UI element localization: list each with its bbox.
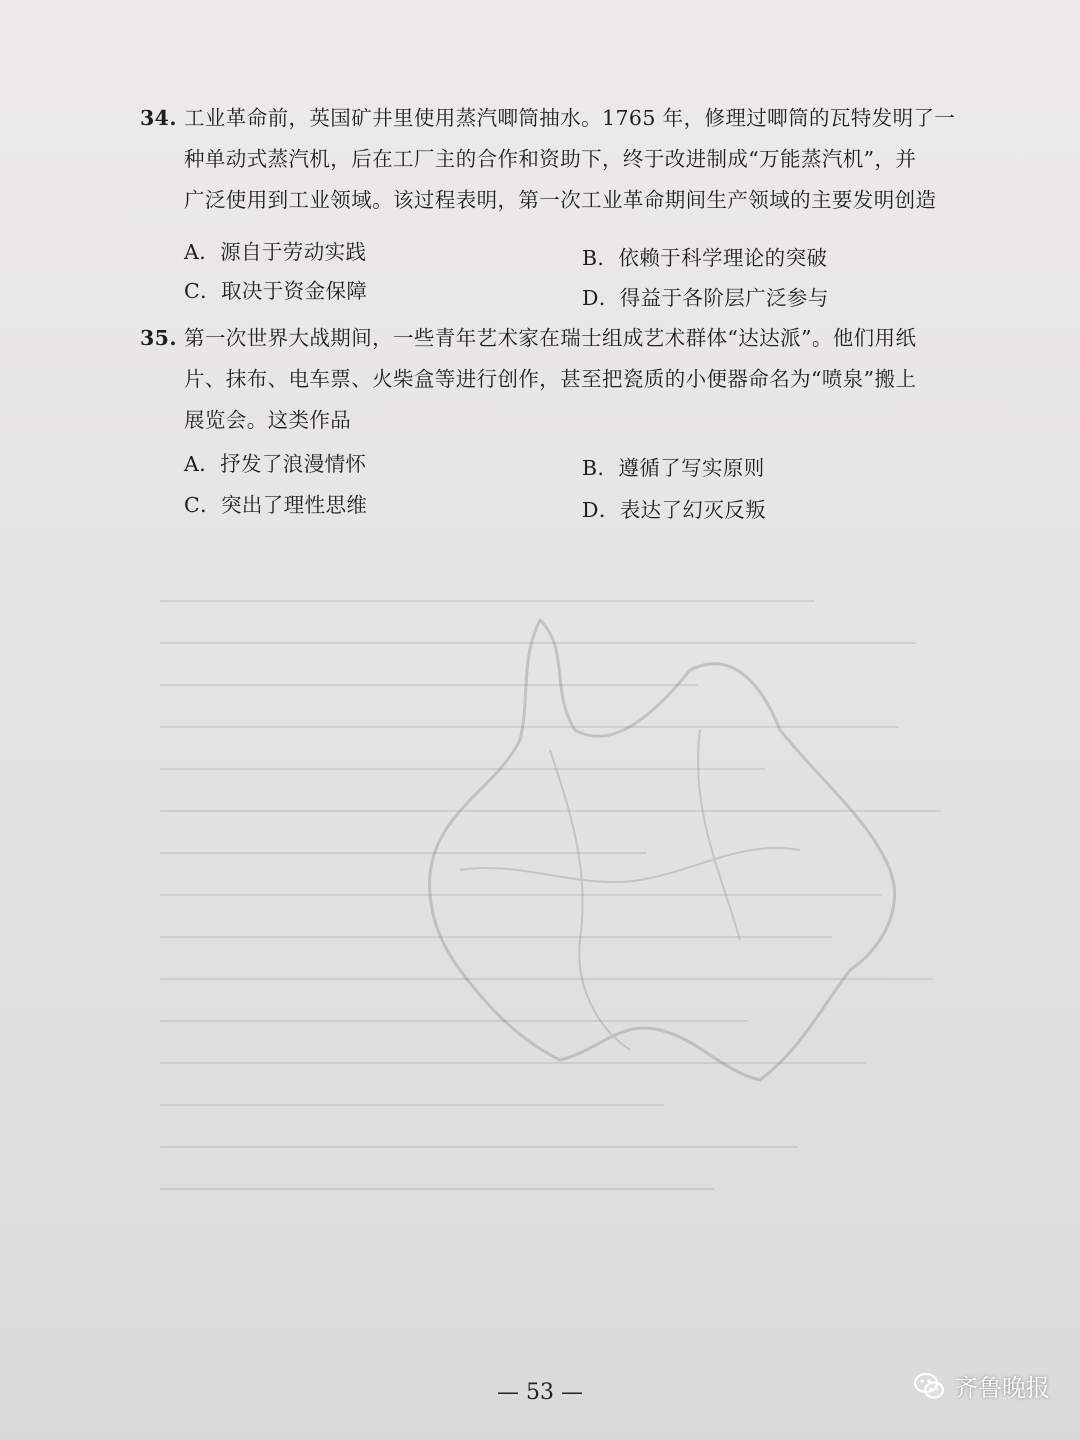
option-34-d: D．得益于各阶层广泛参与 [582,286,829,310]
watermark [912,1368,1050,1403]
option-34-c: C．取决于资金保障 [184,279,368,303]
question-34 [140,98,980,221]
option-35-c: C．突出了理性思维 [184,493,368,517]
question-stem-line: 广泛使用到工业领域。该过程表明，第一次工业革命期间生产领域的主要发明创造 [184,188,937,212]
question-stem-line: 35. 第一次世界大战期间，一些青年艺术家在瑞士组成艺术群体“达达派”。他们用纸 [140,318,980,359]
option-35-b: B．遵循了写实原则 [582,456,765,480]
question-stem-line: 片、抹布、电车票、火柴盒等进行创作，甚至把瓷质的小便器命名为“喷泉”搬上 [184,367,917,391]
option-35-d: D．表达了幻灭反叛 [582,498,767,522]
wechat-icon [912,1369,946,1403]
bleed-through-map [400,610,920,1090]
watermark-text: 齐鲁晚报 [954,1374,1050,1402]
question-stem-line: 34. 工业革命前，英国矿井里使用蒸汽唧筒抽水。1765 年，修理过唧筒的瓦特发明了一 [140,98,980,139]
option-34-b: B．依赖于科学理论的突破 [582,246,828,270]
question-number: 35. [140,326,177,350]
question-stem-line: 展览会。这类作品 [184,408,352,432]
option-34-a: A．源自于劳动实践 [184,240,367,264]
question-stem-line: 种单动式蒸汽机，后在工厂主的合作和资助下，终于改进制成“万能蒸汽机”，并 [184,147,917,171]
question-number: 34. [140,106,177,130]
question-35 [140,318,980,441]
page-number: — 53 — [497,1380,583,1405]
option-35-a: A．抒发了浪漫情怀 [184,452,367,476]
